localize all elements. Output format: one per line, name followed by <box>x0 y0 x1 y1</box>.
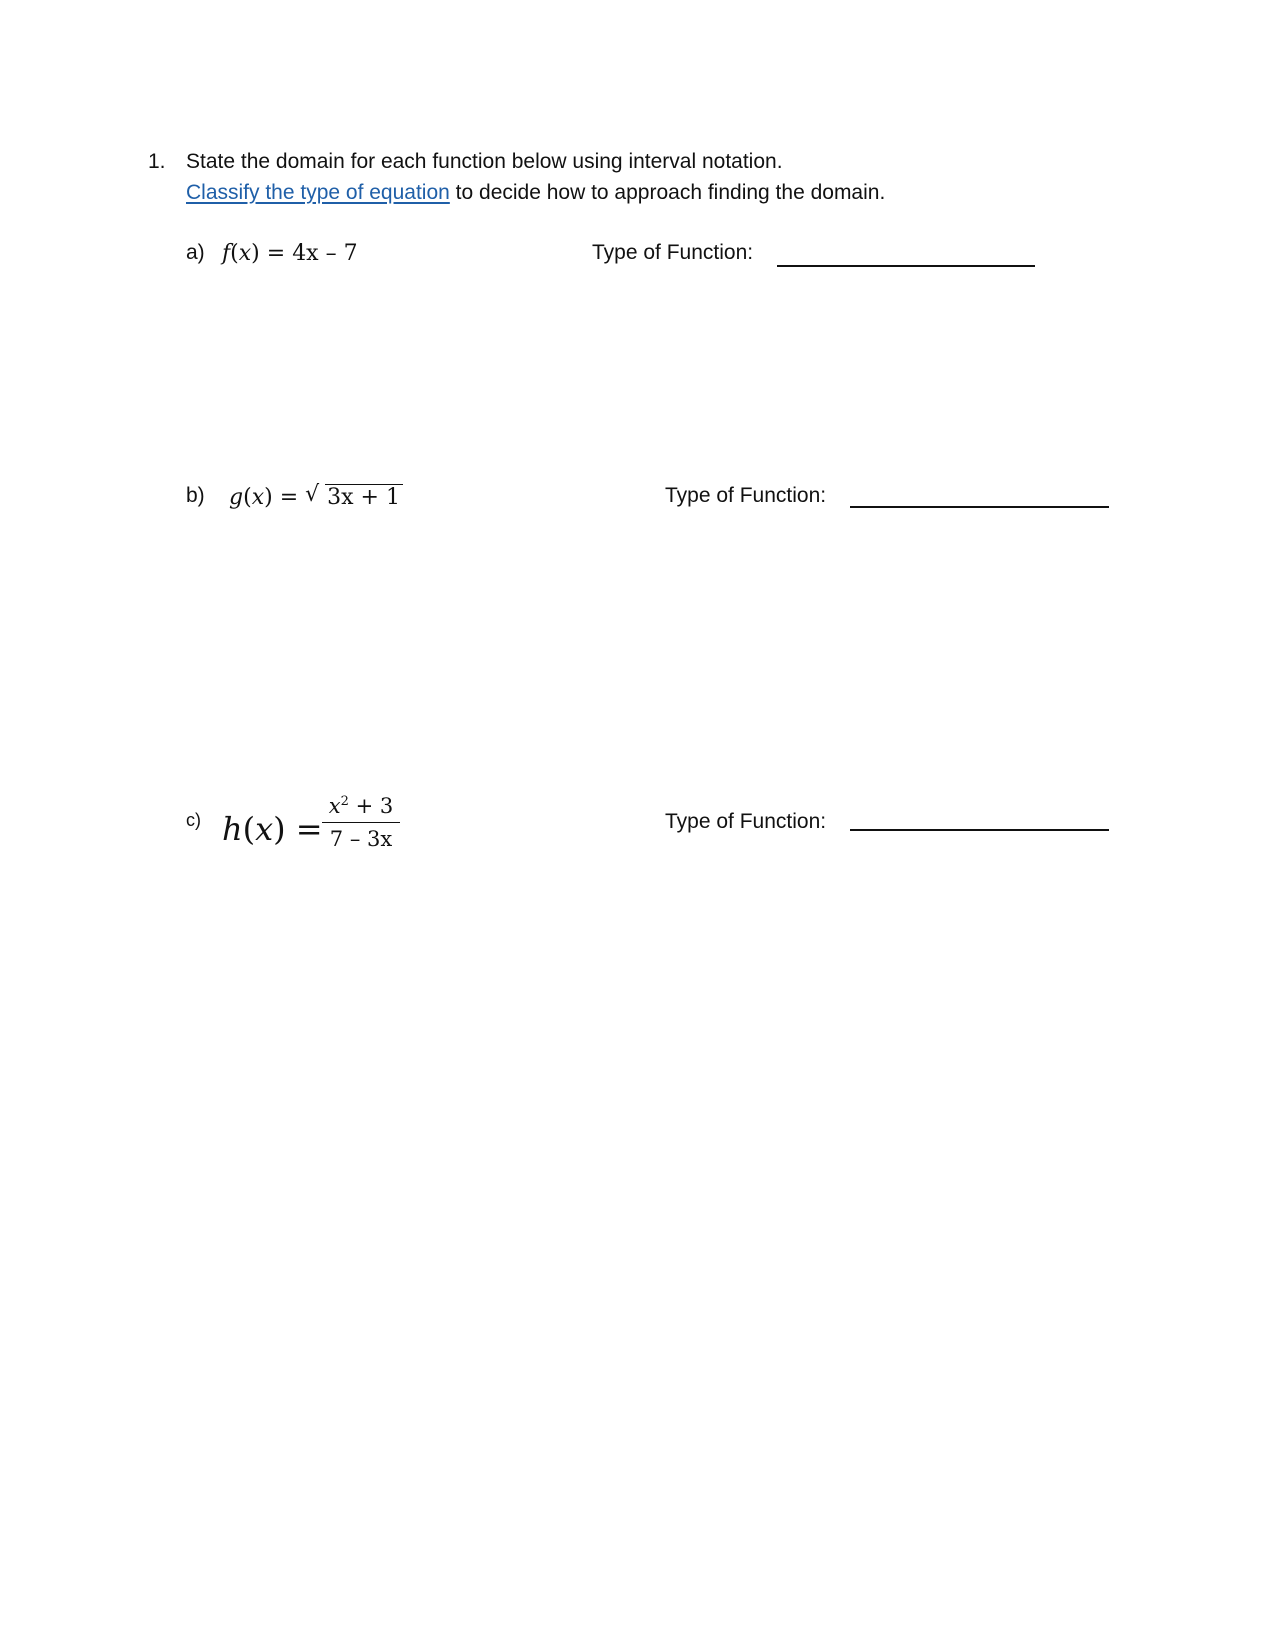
part-c-type-label: Type of Function: <box>665 810 827 833</box>
function-a-equals: = <box>266 241 286 266</box>
fraction-bar <box>322 822 400 823</box>
numerator-base: x <box>328 794 341 818</box>
numerator-rest: + 3 <box>348 794 394 818</box>
function-b-equation: g(x) = √ 3x + 1 <box>229 484 403 510</box>
question-number: 1. <box>148 150 166 173</box>
function-c-fraction <box>322 792 400 853</box>
numerator-exponent: 2 <box>340 794 349 809</box>
function-b-equals: = <box>279 485 299 510</box>
function-c-variable: x <box>255 810 274 848</box>
part-b-type-label: Type of Function: <box>665 484 827 507</box>
part-b-type-answer-line[interactable] <box>850 506 1109 508</box>
function-a-name: f <box>222 241 231 266</box>
function-a-equation: f(x) = 4x – 7 <box>222 241 358 266</box>
part-b-label: b) <box>186 484 205 507</box>
part-c-type-answer-line[interactable] <box>850 829 1109 831</box>
part-a-label: a) <box>186 241 205 264</box>
instruction-text: State the domain for each function below using interval notation. <box>186 150 783 173</box>
function-a-expression: 4x – 7 <box>292 241 358 266</box>
function-b-variable: x <box>251 485 265 510</box>
classify-equation-link[interactable]: Classify the type of equation <box>186 181 450 204</box>
fraction-numerator <box>322 792 400 820</box>
question-instruction-line-2 <box>186 181 885 205</box>
radical-sign: √ <box>305 482 320 507</box>
function-c-equals: = <box>295 810 323 848</box>
function-c-lhs: h(x) = <box>222 810 323 848</box>
function-c-name: h <box>222 810 243 848</box>
part-c-label: c) <box>186 810 201 830</box>
function-b-name: g <box>229 485 244 510</box>
instruction-rest-text: to decide how to approach finding the domain. <box>449 181 886 204</box>
square-root <box>305 484 403 510</box>
part-a-type-label: Type of Function: <box>592 241 754 264</box>
fraction-denominator: 7 – 3x <box>329 827 393 851</box>
function-b-radicand: 3x + 1 <box>325 484 403 510</box>
part-a-type-answer-line[interactable] <box>777 265 1035 267</box>
function-a-variable: x <box>238 241 252 266</box>
question-instruction-line-1 <box>186 150 783 174</box>
